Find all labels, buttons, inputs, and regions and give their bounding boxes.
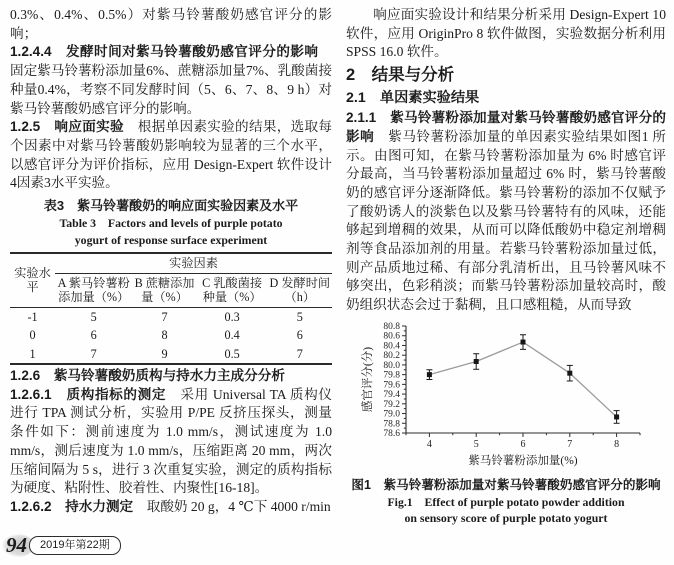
header-factor-b: B 蔗糖添加量（%）: [132, 273, 196, 307]
figure-1-plot: [360, 317, 652, 469]
svg-text:79.6: 79.6: [383, 380, 400, 391]
svg-text:79.2: 79.2: [383, 399, 400, 410]
table-header-row-2: [10, 273, 332, 307]
cell-b: 9: [161, 346, 168, 361]
section-1-2-4-4: [10, 43, 332, 118]
svg-text:78.8: 78.8: [383, 419, 400, 430]
table-header-row-1: [10, 253, 332, 273]
cell-level: 1: [29, 346, 36, 361]
cell-a: 6: [90, 328, 97, 343]
header-factor-a: A 紫马铃薯粉添加量（%）: [55, 273, 132, 307]
cell-d: 6: [296, 328, 303, 343]
cell-a: 7: [90, 346, 97, 361]
left-column: [10, 6, 332, 527]
page-number: 94: [2, 534, 34, 557]
svg-text:80.4: 80.4: [383, 341, 400, 352]
svg-text:4: 4: [426, 438, 432, 450]
svg-text:紫马铃薯粉添加量(%): 紫马铃薯粉添加量(%): [468, 454, 578, 467]
section-1-2-6-1-body: 采用 Universal TA 质构仪进行 TPA 测试分析，实验用 P/PE 反挤压探头，测量条件如下：测前速度为 1.0 mm/s，测试速度为 1.0 mm/s，测后速度为 1.0 mm/s，压缩距离 20 mm，两次压缩间隔为 5 s，进行 3 次重复实验，测定的质构指标为硬度、粘附性、胶着性、内聚性[16-18]。: [10, 386, 332, 496]
paragraph-text: 0.3%、0.4%、0.5%）对紫马铃薯酸奶感官评分的影响；: [10, 7, 332, 41]
cell-c: 0.3: [224, 309, 240, 324]
svg-text:7: 7: [567, 438, 573, 450]
section-1-2-4-4-body: 固定紫马铃薯粉添加量6%、蔗糖添加量7%、乳酸菌接种量0.4%，考察不同发酵时间（5、6、7、8、9 h）对紫马铃薯酸奶感官评分的影响。: [10, 44, 332, 116]
section-1-2-5: [10, 118, 332, 193]
cell-b: 7: [161, 309, 168, 324]
section-1-2-6: [10, 367, 332, 386]
figure-1-caption-en-line2: on sensory score of purple potato yogurt: [404, 511, 608, 526]
svg-text:8: 8: [614, 438, 620, 450]
section-1-2-6-heading: 1.2.6 紫马铃薯酸奶质构与持水力主成分分析: [10, 368, 285, 384]
section-1-2-6-2-body: 取酸奶 20 g，4 ℃下 4000 r/min: [133, 498, 331, 514]
figure-1-chart: [346, 317, 666, 475]
header-level: 实验水平: [10, 253, 55, 307]
svg-text:79.4: 79.4: [383, 389, 400, 400]
header-factor-d: D 发酵时间（h）: [268, 273, 332, 307]
table-3-caption-zh: 表3 紫马铃薯酸奶的响应面实验因素及水平: [43, 198, 299, 214]
section-2-1-1-heading: 2.1.1 紫马铃薯粉添加量对紫马铃薯酸奶感官评分的影响: [346, 110, 666, 144]
header-factors-span: 实验因素: [55, 253, 332, 273]
svg-text:80.2: 80.2: [383, 351, 400, 362]
paragraph-continuation: [10, 6, 332, 43]
section-1-2-6-1: [10, 386, 332, 498]
cell-c: 0.4: [224, 328, 240, 343]
software-paragraph: [346, 6, 666, 62]
cell-c: 0.5: [224, 346, 240, 361]
cell-d: 7: [296, 346, 303, 361]
header-factor-c: C 乳酸菌接种量（%）: [197, 273, 268, 307]
figure-1: [346, 317, 666, 527]
section-2-1-1-body: 紫马铃薯粉添加量的单因素实验结果如图1 所示。由图可知，在紫马铃薯粉添加量为 6% 时感官评分最高，当马铃薯粉添加量超过 6% 时，紫马铃薯酸奶的感官评分逐渐降低。紫马铃薯粉的添加不仅赋予了酸奶诱人的淡紫色以及紫马铃薯特有的风味，还能够起到增稠的效果，从而可以降低酸奶中稳定剂增稠剂等食品添加剂的用量。若紫马铃薯粉添加量过低，则产品质地过稀、有部分乳清析出，且马铃薯风味不够突出，色彩稍淡；而紫马铃薯粉添加量较高时，酸奶组织状态会过于黏稠，且口感粗糙，从而导致: [346, 128, 666, 313]
svg-text:感官评分(分): 感官评分(分): [362, 346, 374, 412]
table-3-factors-levels: [10, 252, 332, 365]
section-1-2-6-1-heading: 1.2.6.1 质构指标的测定: [10, 386, 167, 402]
cell-b: 8: [161, 328, 168, 343]
table-row: [10, 345, 332, 365]
section-1-2-6-2-heading: 1.2.6.2 持水力测定: [10, 498, 134, 514]
section-2-heading: 2 结果与分析: [346, 66, 455, 85]
cell-d: 5: [296, 309, 303, 324]
right-column: [346, 6, 666, 527]
section-1-2-4-4-heading: 1.2.4.4 发酵时间对紫马铃薯酸奶感官评分的影响: [10, 44, 319, 60]
svg-text:80.6: 80.6: [383, 331, 400, 342]
page-footer: [2, 534, 121, 557]
svg-text:5: 5: [473, 438, 479, 450]
section-2-1-heading: 2.1 单因素实验结果: [346, 90, 480, 107]
section-2-1-1: [346, 109, 666, 315]
cell-a: 5: [90, 309, 97, 324]
figure-1-caption-zh: 图1 紫马铃薯粉添加量对紫马铃薯酸奶感官评分的影响: [351, 477, 661, 492]
table-3-caption-en-line1: Table 3 Factors and levels of purple potato: [59, 216, 283, 231]
cell-level: 0: [29, 328, 36, 343]
table-row: [10, 326, 332, 345]
section-1-2-5-heading: 1.2.5 响应面实验: [10, 119, 124, 135]
svg-text:80.0: 80.0: [383, 360, 400, 371]
svg-text:80.8: 80.8: [383, 321, 400, 332]
section-1-2-6-2: [10, 498, 332, 517]
svg-text:79.8: 79.8: [383, 370, 400, 381]
table-row: [10, 307, 332, 326]
svg-text:79.0: 79.0: [383, 409, 400, 420]
issue-badge: 2019年第22期: [29, 536, 121, 555]
cell-level: -1: [27, 309, 38, 324]
software-paragraph-text: 响应面实验设计和结果分析采用 Design-Expert 10 软件，应用 OriginPro 8 软件做图，实验数据分析利用 SPSS 16.0 软件。: [346, 7, 666, 60]
section-1-2-5-body: 根据单因素实验的结果，选取每个因素中对紫马铃薯酸奶影响较为显著的三个水平，以感官评分为评价指标，应用 Design-Expert 软件设计4因素3水平实验。: [10, 119, 333, 191]
svg-text:78.6: 78.6: [383, 428, 400, 439]
figure-1-caption-en-line1: Fig.1 Effect of purple potato powder addition: [387, 494, 625, 509]
table-3-caption-en-line2: yogurt of response surface experiment: [74, 232, 268, 247]
svg-text:6: 6: [520, 438, 526, 450]
